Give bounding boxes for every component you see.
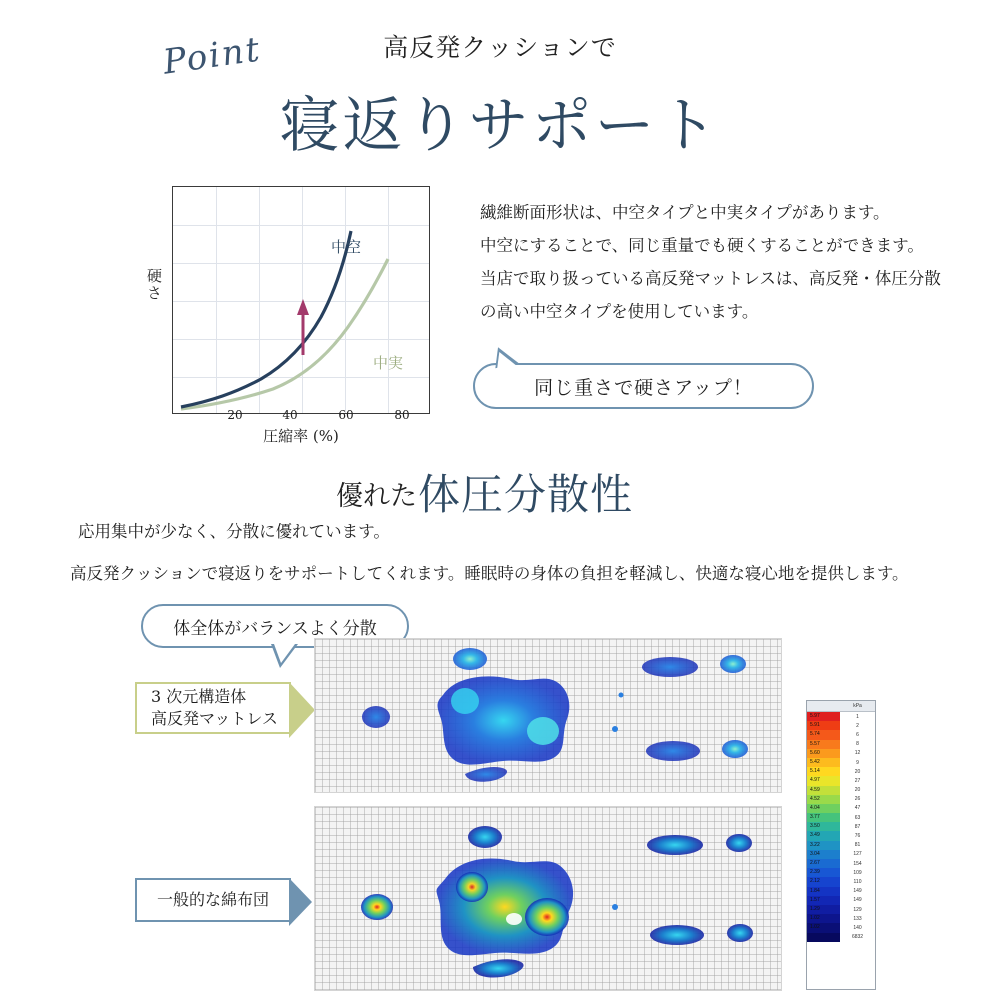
section2-line-2: 高反発クッションで寝返りをサポートしてくれます。睡眠時の身体の負担を軽減し、快適な寝心地を提供します。 [70,564,909,583]
legend-row [807,749,875,758]
legend-swatch [807,850,840,859]
legend-swatch [807,776,840,785]
legend-swatch [807,721,840,730]
legend-value: 20 [854,768,861,775]
legend-row [807,795,875,804]
legend-value: 1 [856,713,859,720]
callout-bubble-balance-text: 体全体がバランスよく分散 [173,618,377,639]
legend-swatch-label: 5.60 [810,749,820,756]
chart-series-label-solid: 中実 [373,354,404,372]
section2-line-1: 応用集中が少なく、分散に優れています。 [78,522,390,541]
legend-swatch [807,804,840,813]
legend-swatch [807,786,840,795]
bubble2-tail-inner-icon [274,644,295,663]
legend-swatch-label: 5.91 [810,722,820,729]
legend-swatch [807,712,840,721]
legend-swatch-label: 1.57 [810,896,820,903]
legend-unit: kPa [853,703,862,709]
legend-value: 9 [856,759,859,766]
legend-value: 76 [854,833,861,840]
point-script-label: Point [160,29,264,83]
legend-swatch [807,831,840,840]
pressure-map-bottom-blobs [315,807,781,990]
legend-value: 110 [853,878,862,885]
legend-value: 2 [856,722,859,729]
legend-value: 12 [854,750,861,757]
callout-bubble-hardness-text: 同じ重さで硬さアップ！ [534,376,753,399]
legend-value: 154 [853,860,862,867]
legend-row [807,822,875,831]
legend-value: 127 [853,851,862,858]
legend-swatch-label: 5.14 [810,768,820,775]
x-tick-40: 40 [282,408,298,422]
legend-value: 47 [854,805,861,812]
legend-swatch [807,887,840,896]
legend-swatch-label: 2.39 [810,869,820,876]
x-tick-20: 20 [227,408,243,422]
description-line-4: の高い中空タイプを使用しています。 [480,302,759,321]
legend-swatch [807,923,840,932]
legend-row [807,896,875,905]
legend-swatch-label: 3.04 [810,850,820,857]
label-cotton-futon [135,878,291,922]
legend-row [807,730,875,739]
legend-swatch-label: 5.74 [810,731,820,738]
legend-swatch-label: 3.50 [810,823,820,830]
legend-swatch-label: 1.02 [810,915,820,922]
section2-heading-prefix: 優れた [336,481,417,512]
legend-value: 6 [856,731,859,738]
legend-row [807,721,875,730]
legend-row [807,831,875,840]
legend-swatch-label: 4.97 [810,777,820,784]
legend-row [807,740,875,749]
legend-value: 149 [853,897,862,904]
legend-value: 26 [854,796,861,803]
legend-swatch-label: 4.04 [810,804,820,811]
legend-swatch-label: 5.97 [810,713,820,719]
pressure-legend [806,700,876,990]
legend-swatch [807,868,840,877]
hardness-chart [172,186,430,414]
legend-value: 109 [853,869,862,876]
legend-swatch-label: 5.57 [810,740,820,747]
legend-value: 8 [856,741,859,748]
legend-swatch [807,877,840,886]
label-mattress-3d-line1: 3 次元構造体 [151,686,247,706]
pressure-map-top-blobs [315,639,781,792]
legend-swatch [807,749,840,758]
legend-swatch [807,758,840,767]
legend-swatch-label: 4.52 [810,795,820,802]
legend-row [807,923,875,932]
legend-row [807,859,875,868]
legend-swatch-label: 1.84 [810,887,820,894]
x-tick-60: 60 [338,408,354,422]
chart-x-axis-label: 圧縮率 (%) [263,427,339,445]
label-mattress-3d [135,682,291,734]
description-block [480,196,980,328]
legend-swatch [807,933,840,942]
legend-swatch-label: 3.49 [810,832,820,839]
section2-heading-main: 体圧分散性 [418,470,634,519]
legend-swatch-label: 2.12 [810,878,820,885]
label-mattress-3d-line2: 高反発マットレス [151,709,278,728]
chart-y-axis-label: 硬さ [145,268,163,302]
legend-swatch-label: 2.67 [810,860,820,866]
legend-value: 20 [854,787,861,794]
legend-value: 140 [853,924,862,931]
legend-row [807,813,875,822]
description-line-3: 当店で取り扱っている高反発マットレスは、高反発・体圧分散 [480,269,941,288]
legend-value: 6832 [851,934,864,941]
legend-row [807,758,875,767]
legend-swatch-label: 1.02 [810,924,820,931]
legend-value: 129 [853,906,862,913]
legend-swatch [807,822,840,831]
callout-bubble-hardness [473,363,814,409]
legend-value: 63 [854,814,861,821]
legend-swatch [807,740,840,749]
x-tick-80: 80 [394,408,410,422]
legend-row [807,712,875,721]
legend-header [807,701,875,712]
legend-swatch [807,841,840,850]
description-line-2: 中空にすることで、同じ重量でも硬くすることができます。 [480,236,924,255]
legend-swatch [807,813,840,822]
legend-swatch [807,795,840,804]
legend-row [807,877,875,886]
legend-row [807,868,875,877]
legend-value: 81 [854,842,861,849]
legend-value: 27 [854,777,861,784]
legend-swatch [807,767,840,776]
legend-swatch [807,914,840,923]
legend-row [807,804,875,813]
legend-row [807,786,875,795]
pressure-map-3d-mattress [314,638,782,793]
legend-row [807,776,875,785]
header-subtitle: 高反発クッションで [383,33,617,62]
chart-series-label-hollow: 中空 [331,238,362,256]
legend-row [807,767,875,776]
description-line-1: 繊維断面形状は、中空タイプと中実タイプがあります。 [480,203,890,222]
legend-swatch-label: 4.59 [810,786,820,793]
legend-swatch-label: 3.22 [810,841,820,848]
legend-row [807,905,875,914]
header-title: 寝返りサポート [279,91,721,161]
label-cotton-futon-text: 一般的な綿布団 [156,889,269,909]
legend-row [807,887,875,896]
legend-value: 87 [854,823,861,830]
bubble-tail-inner-icon [493,349,516,370]
legend-row [807,841,875,850]
legend-row [807,933,875,942]
legend-swatch-label: 3.77 [810,814,820,821]
chart-curves [173,187,429,413]
legend-swatch [807,896,840,905]
legend-swatch [807,905,840,914]
legend-swatch-label: 5.42 [810,758,820,765]
chart-x-ticks [172,408,430,424]
legend-rows [807,712,875,942]
legend-row [807,850,875,859]
pressure-map-cotton-futon [314,806,782,991]
legend-swatch-label: 1.29 [810,905,820,912]
legend-row [807,914,875,923]
legend-value: 149 [853,888,862,895]
legend-swatch [807,730,840,739]
legend-value: 133 [853,915,862,922]
legend-swatch [807,859,840,868]
